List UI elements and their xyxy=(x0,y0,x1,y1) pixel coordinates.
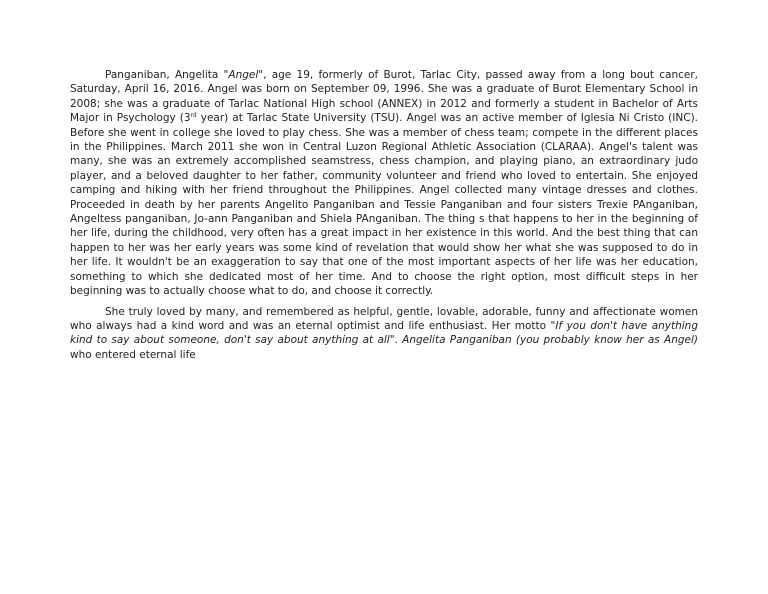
p1-text-2: ", age 19, formerly of Burot, Tarlac City, passed away from a long bout cancer, Saturday, April 16, 2016. Angel was born on September 09, 1996. She was a graduate of Burot Elementary School in 2008; she was a graduate of Tarlac National High school (ANNEX) in 2012 and formerly a student in Bachelor of Arts Major in Psychology (3 xyxy=(70,69,698,125)
p1-nickname: Angel xyxy=(228,69,259,81)
p2-text-3: who entered eternal life xyxy=(70,348,196,361)
p1-text-3: year) at Tarlac State University (TSU). Angel was an active member of Iglesia Ni Cristo (INC). Before she went in college she loved to play chess. She was a member of chess team; compete in the different places in the Philippines. March 2011 she won in Central Luzon Regional Athletic Association (CLARAA). Angel's talent was many, she was an extremely accomplished seamstress, chess champion, and playing piano, an extraordinary judo player, and a beloved daughter to her father, community volunteer and friend who loved to entertain. She enjoyed camping and hiking with her friend throughout the Philippines. Angel collected many vintage dresses and clothes. Proceeded in death by her parents Angelito Panganiban and Tessie Panganiban and four sisters Trexie PAnganiban, Angeltess panganiban, Jo-ann Panganiban and Shiela PAnganiban. The thing s that happens to her in the beginning of her life, during the childhood, very often has a great impact in her existence in this world. And the best thing that can happen to her was her early years was some kind of revelation that would show her what she was supposed to do in her life. It wouldn't be an exaggeration to say that one of the most important aspects of her life was her education, something to which she dedicated most of her time. And to choose the right option, most difficult steps in her beginning was to actually choose what to do, and choose it correctly. xyxy=(70,112,698,298)
obituary-paragraph-2 xyxy=(70,305,698,363)
p2-text-1: She truly loved by many, and remembered as helpful, gentle, lovable, adorable, funny and affectionate women who always had a kind word and was an eternal optimist and life enthusiast. Her motto " xyxy=(70,305,698,332)
p1-superscript: rd xyxy=(190,112,197,120)
obituary-paragraph-1 xyxy=(70,68,698,299)
p2-motto: If you don't have anything kind to say about someone, don't say about anything at all xyxy=(70,319,699,347)
p2-closing-italic: Angelita Panganiban (you probably know her as Angel) xyxy=(402,334,698,347)
p1-text-1: Panganiban, Angelita " xyxy=(105,69,229,81)
p2-text-2: ". xyxy=(389,334,403,347)
document-page xyxy=(70,68,698,368)
